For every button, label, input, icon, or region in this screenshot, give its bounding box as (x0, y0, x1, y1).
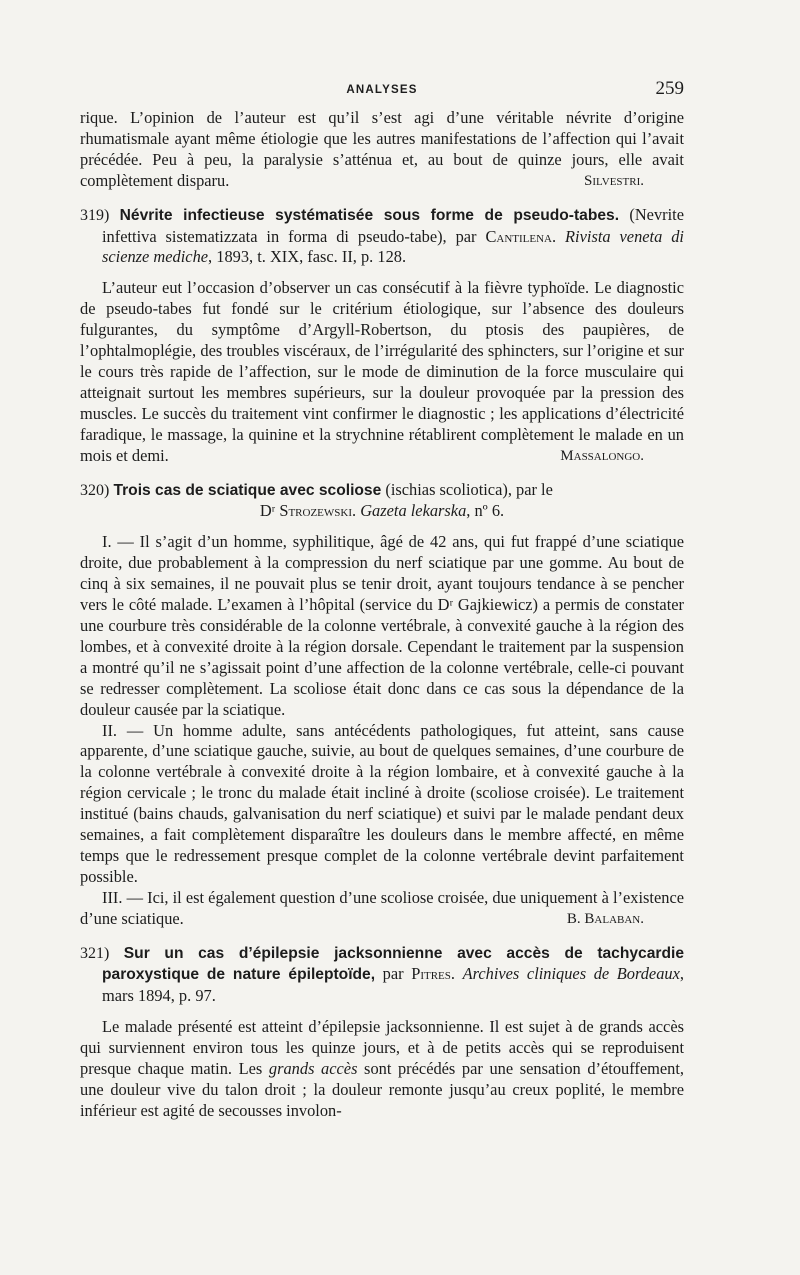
author: Strozewski (279, 501, 353, 521)
doctor-abbrev: Dʳ (259, 501, 280, 521)
body-text: Le malade présenté est atteint d’épilepsie jacksonnienne. Il est sujet à de grands accès qui surviennent environ tous les quinze jours, et à de petits accès qui se reproduisent presque chaque matin. Les (80, 1017, 684, 1079)
page (80, 78, 684, 1122)
reference-text: , 1893, t. XIX, fasc. II, p. 128. (208, 247, 407, 267)
entry-320-case-2: II. — Un homme adulte, sans antécédents pathologiques, fut atteint, sans cause apparente, d’une sciatique gauche, suivie, au bout de quelques semaines, d’une courbure de la colonne vertébrale à convexité droite à la région lombaire, et à convexité gauche à la région cervicale ; le tronc du malade était incliné à droite (scoliose croisée). Le traitement institué (bains chauds, galvanisation du nerf sciatique) et suivi par le malade pendant deux semaines, a fait complètement disparaître les douleurs dans le membre affecté, en même temps que le redressement presque complet de la colonne vertébrale devint parfaitement possible. (80, 720, 684, 886)
reference-text: , nº 6. (466, 501, 505, 521)
journal: Gazeta lekarska (360, 501, 467, 521)
running-head (80, 78, 684, 102)
reference-text: (Nevrite infettiva sistematizzata in forma di pseudo-tabe), par (102, 204, 684, 246)
page-number: 259 (655, 78, 684, 99)
signature: B. Balaban. (566, 910, 644, 927)
journal: Rivista veneta di scienze mediche (102, 226, 684, 267)
entry-319-body: L’auteur eut l’occasion d’observer un cas consécutif à la fièvre typhoïde. Le diagnostic de pseudo-tabes fut fondé sur le critérium étiologique, sur l’absence des douleurs fulgurantes, du symptôme d’Argyll-Robertson, du ptosis des paupières, de l’ophtalmoplégie, des troubles viscéraux, de l’irrégularité des sphincters, sur l’origine et sur le cours très rapide de l’affection, sur le mode de diminution de la force musculaire qui atteignait surtout les membres supérieurs, sur la douleur provoquée par la pression des muscles. Le succès du traitement vint confirmer le diagnostic ; les applications d’électricité faradique, le massage, la quinine et la strychnine rétablirent complètement le malade en un mois et demi. (80, 278, 684, 465)
emphasis: grands accès (268, 1059, 358, 1079)
continued-paragraph: rique. L’opinion de l’auteur est qu’il s’est agi d’une véritable névrite d’origine rhumatismale ayant même étiologie que les autres manifestations de l’affection qui l’avait précédée. Peu à peu, la paralysie s’atténua et, au bout de quinze jours, elle avait complètement disparu. (80, 108, 684, 190)
entry-320-reference: Dʳ Strozewski. Gazeta lekarska, nº 6. (259, 501, 505, 521)
entry-title: Névrite infectieuse systématisée sous forme de pseudo-tabes. (119, 206, 620, 224)
entry-320-heading (80, 480, 684, 502)
entry-title: Sur un cas d’épilepsie jacksonnienne avec accès de tachycardie paroxystique de nature épileptoïde, (102, 944, 684, 984)
signature: Silvestri. (584, 172, 644, 189)
reference-text: (ischias scoliotica), par le (381, 479, 553, 499)
entry-320-case-1: I. — Il s’agit d’un homme, syphilitique, âgé de 42 ans, qui fut frappé d’une sciatique droite, due probablement à la compression du nerf sciatique par une gomme. Au bout de cinq à six semaines, il ne pouvait plus se tenir droit, ayant toujours tendance à se pencher vers le côté malade. L’examen à l’hôpital (service du Dʳ Gajkiewicz) a permis de constater une courbure très considérable de la colonne vertébrale, à convexité gauche à la région des lombes, et à convexité droite à la région dorsale. Cependant le traitement par la suspension a montré qu’il ne s’agissait point d’une affection de la colonne vertébrale, celle-ci pouvant se redresser complètement. La scoliose était donc dans ce cas sous la dépendance de la douleur causée par la sciatique. (80, 532, 684, 719)
entry-321-body (80, 1017, 684, 1122)
signature: Massalongo. (560, 447, 644, 464)
body-text: sont précédés par une sensation d’étouffement, une douleur vive du talon droit ; la douleur remonte jusqu’au creux poplité, le membre inférieur est agité de secousses involon- (80, 1059, 684, 1120)
reference-text: par (375, 964, 412, 984)
entry-number: 319) (80, 206, 110, 224)
entry-number: 320) (80, 481, 110, 499)
journal: Archives cliniques de Bordeaux (462, 964, 680, 984)
entry-number: 321) (80, 944, 110, 962)
entry-319-heading: 319) Névrite infectieuse systématisée sous forme de pseudo-tabes. (Nevrite infettiva sistematizzata in forma di pseudo-tabe), par Cantilena. Rivista veneta di scienze mediche, 1893, t. XIX, fasc. II, p. 128. (80, 204, 684, 267)
entry-320-case-3: III. — Ici, il est également question d’une scoliose croisée, due uniquement à l’existence d’une sciatique. (80, 887, 684, 928)
entry-title: Trois cas de sciatique avec scoliose (113, 481, 382, 499)
reference-text: , mars 1894, p. 97. (102, 964, 684, 1006)
reference-separator: . (450, 964, 463, 984)
entry-321-heading (80, 943, 684, 1008)
author: Pitres (411, 964, 451, 984)
author: Cantilena (485, 226, 552, 246)
running-title: ANALYSES (346, 84, 418, 96)
